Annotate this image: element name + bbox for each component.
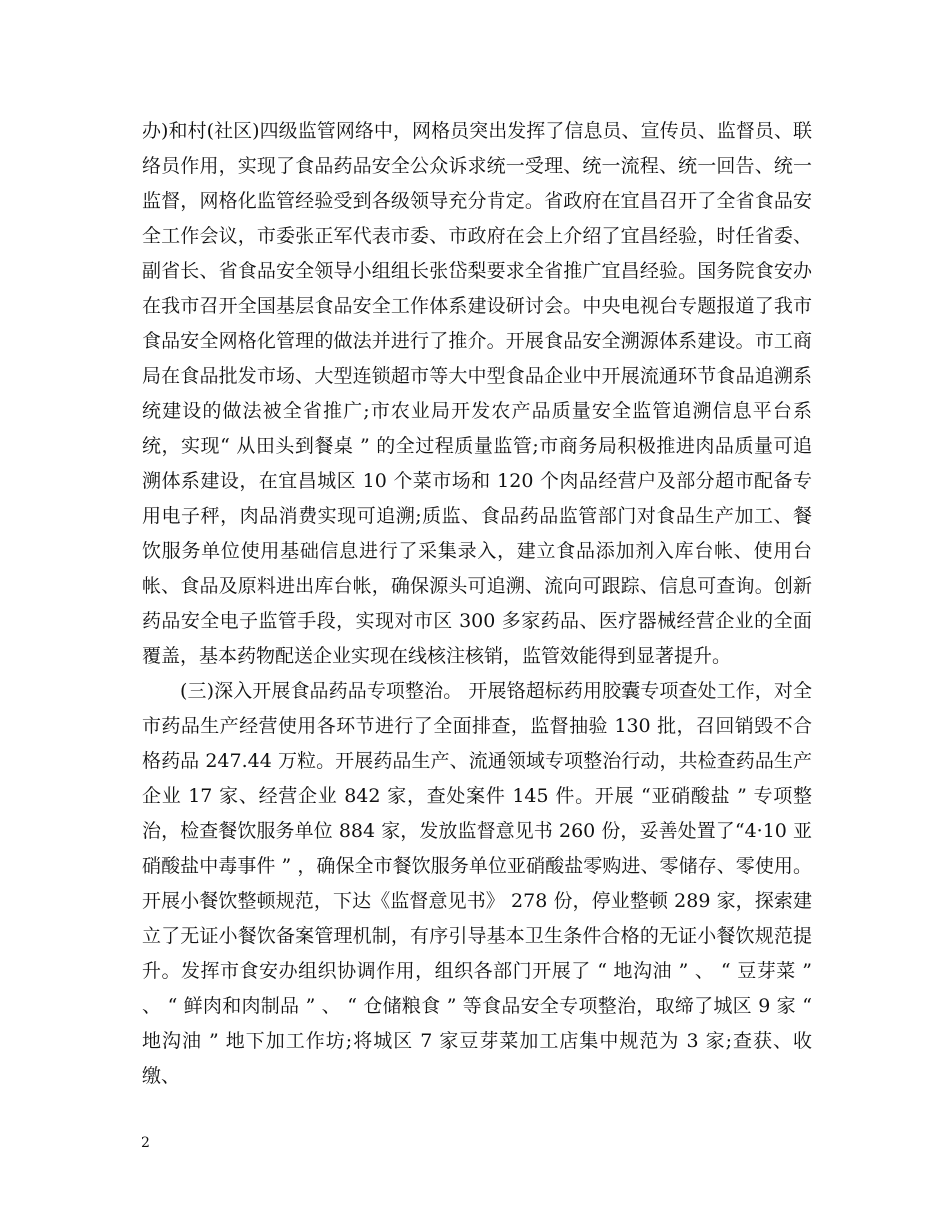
- body-paragraph-section-three: (三)深入开展食品药品专项整治。 开展铬超标药用胶囊专项查处工作，对全市药品生产经营使用各环节进行了全面排查，监督抽验 130 批，召回销毁不合格药品 247.44 万粒。开展药品生产、流通领域专项整治行动，共检查药品生产企业 17 家、经营企业 842 家，查处案件 145 件。开展 “亚硝酸盐 ” 专项整治，检查餐饮服务单位 884 家，发放监督意见书 260 份，妥善处置了“4·10 亚硝酸盐中毒事件 ” ，确保全市餐饮服务单位亚硝酸盐零购进、零储存、零使用。开展小餐饮整顿规范，下达《监督意见书》 278 份，停业整顿 289 家，探索建立了无证小餐饮备案管理机制，有序引导基本卫生条件合格的无证小餐饮规范提升。发挥市食安办组织协调作用，组织各部门开展了 “ 地沟油 ” 、 “ 豆芽菜 ” 、 “ 鲜肉和肉制品 ” 、 “ 仓储粮食 ” 等食品安全专项整治，取缔了城区 9 家 “ 地沟油 ” 地下加工作坊;将城区 7 家豆芽菜加工店集中规范为 3 家;查获、收缴、: [142, 680, 812, 1087]
- body-paragraph-continuation: 办)和村(社区)四级监管网络中，网格员突出发挥了信息员、宣传员、监督员、联络员作用，实现了食品药品安全公众诉求统一受理、统一流程、统一回告、统一监督，网格化监管经验受到各级领导充分肯定。省政府在宜昌召开了全省食品安全工作会议，市委张正军代表市委、市政府在会上介绍了宜昌经验，时任省委、副省长、省食品安全领导小组组长张岱梨要求全省推广宜昌经验。国务院食安办在我市召开全国基层食品安全工作体系建设研讨会。中央电视台专题报道了我市食品安全网格化管理的做法并进行了推介。开展食品安全溯源体系建设。市工商局在食品批发市场、大型连锁超市等大中型食品企业中开展流通环节食品追溯系统建设的做法被全省推广;市农业局开发农产品质量安全监管追溯信息平台系统，实现“ 从田头到餐桌 ” 的全过程质量监管;市商务局积极推进肉品质量可追溯体系建设，在宜昌城区 10 个菜市场和 120 个肉品经营户及部分超市配备专用电子秤，肉品消费实现可追溯;质监、食品药品监管部门对食品生产加工、餐饮服务单位使用基础信息进行了采集录入，建立食品添加剂入库台帐、使用台帐、食品及原料进出库台帐，确保源头可追溯、流向可跟踪、信息可查询。创新药品安全电子监管手段，实现对市区 300 多家药品、医疗器械经营企业的全面覆盖，基本药物配送企业实现在线核注核销，监管效能得到显著提升。: [142, 120, 812, 667]
- document-body: [142, 114, 812, 1094]
- page-number: 2: [141, 1135, 150, 1151]
